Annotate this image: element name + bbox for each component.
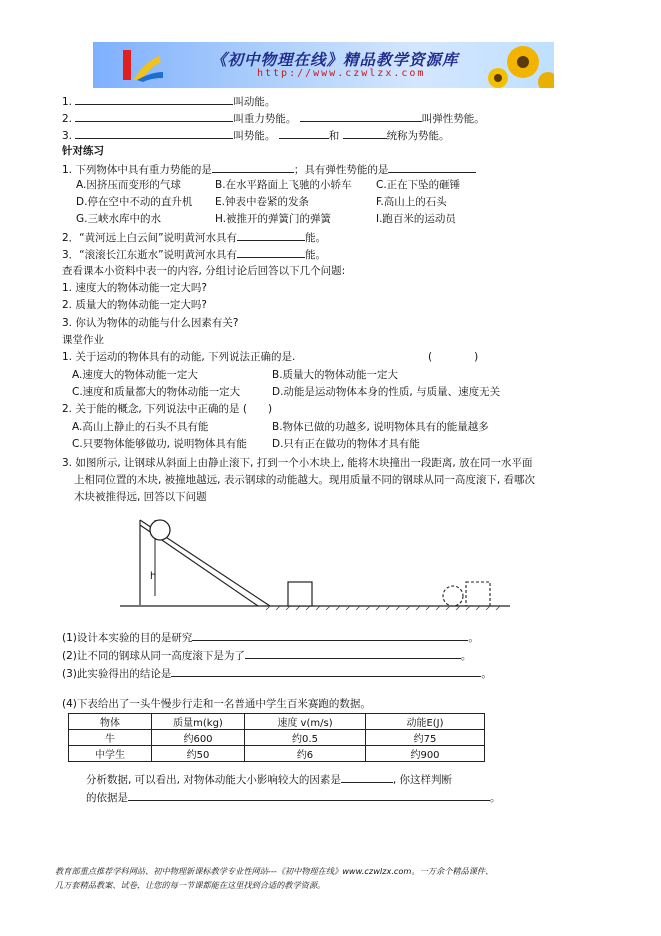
practice-heading: 针对练习 [62,145,104,157]
blank[interactable] [245,647,461,659]
blank[interactable] [279,127,329,139]
discuss-intro: 查看课本小资料中表一的内容, 分组讨论后回答以下几个问题: [62,265,346,277]
steel-ball [150,520,170,540]
table-header: 物体 [69,714,152,730]
option: C.正在下坠的砸锤 [376,179,461,191]
experiment-diagram [120,510,520,610]
discuss-item: 2. 质量大的物体动能一定大吗? [62,299,207,311]
table-cell: 约0.5 [245,730,366,746]
option: H.被推开的弹簧门的弹簧 [215,213,332,225]
block-final-position [466,582,490,606]
option: B.质量大的物体动能一定大 [272,369,399,381]
homework-heading: 课堂作业 [62,334,104,346]
blank[interactable] [237,246,305,258]
table-cell: 约900 [366,746,485,762]
height-label: h [150,571,157,582]
sub-question-2: (2)让不同的钢球从同一高度滚下是为了 。 [62,647,471,663]
option: D.停在空中不动的直升机 [76,196,193,208]
homework-q3-line: 木块被推得远, 回答以下问题 [74,491,207,503]
table-header-row [69,714,485,730]
option: I.跑百米的运动员 [376,213,456,225]
option: B.在水平路面上飞驰的小轿车 [215,179,352,191]
blank[interactable] [343,127,387,139]
blank[interactable] [341,771,393,783]
table-header: 动能E(J) [366,714,485,730]
fill-line-2: 2. 叫重力势能。 叫弹性势能。 [62,110,485,126]
banner-title: 《初中物理在线》精品教学资源库 [211,50,459,69]
analysis-line-1: 分析数据, 可以看出, 对物体动能大小影响较大的因素是 , 你这样判断 [86,771,452,787]
option: E.钟表中卷紧的发条 [215,196,309,208]
wooden-block [288,582,312,606]
blank[interactable] [237,229,305,241]
option: D.只有正在做功的物体才具有能 [272,438,420,450]
option: A.因挤压而变形的气球 [76,179,181,191]
discuss-item: 1. 速度大的物体动能一定大吗? [62,282,207,294]
option: F.高山上的石头 [376,196,447,208]
table-cell: 约50 [152,746,245,762]
option: A.高山上静止的石头不具有能 [72,421,209,433]
ball-final-position [443,586,463,606]
sub-question-1: (1)设计本实验的目的是研究 。 [62,629,479,645]
blank[interactable] [128,789,490,801]
homework-q3-line: 3. 如图所示, 让钢球从斜面上由静止滚下, 打到一个小木块上, 能将木块撞出一段距离, 放在同一水平面 [62,457,533,469]
table-row [69,730,485,746]
blank[interactable] [75,127,233,139]
option: D.动能是运动物体本身的性质, 与质量、速度无关 [272,386,501,398]
table-header: 速度 v(m/s) [245,714,366,730]
discuss-item: 3. 你认为物体的动能与什么因素有关? [62,317,239,329]
table-cell: 中学生 [69,746,152,762]
practice-q2: 2．“黄河远上白云间”说明黄河水具有 能。 [62,229,326,245]
table-cell: 约6 [245,746,366,762]
table-intro: (4)下表给出了一头牛慢步行走和一名普通中学生百米赛跑的数据。 [62,698,371,710]
table-cell: 约75 [366,730,485,746]
table-header: 质量m(kg) [152,714,245,730]
blank[interactable] [192,629,468,641]
blank[interactable] [300,110,422,122]
table-cell: 牛 [69,730,152,746]
analysis-line-2: 的依据是 。 [86,789,501,805]
table-cell: 约600 [152,730,245,746]
option: C.只要物体能够做功, 说明物体具有能 [72,438,247,450]
homework-q2: 2. 关于能的概念, 下列说法中正确的是 ( ) [62,403,273,415]
homework-q3-line: 上相同位置的木块, 被撞地越远, 表示钢球的动能越大。现用质量不同的钢球从同一高度滚下, 看哪次 [74,474,536,486]
practice-q3: 3．“滚滚长江东逝水”说明黄河水具有 能。 [62,246,326,262]
homework-q1: 1. 关于运动的物体具有的动能, 下列说法正确的是. [62,351,296,363]
blank[interactable] [75,93,233,105]
blank[interactable] [171,665,481,677]
fill-line-1: 1. 叫动能。 [62,93,275,109]
blank[interactable] [388,161,476,173]
table-row [69,746,485,762]
banner-url: http://www.czwlzx.com [257,68,426,79]
sub-question-3: (3)此实验得出的结论是 。 [62,665,492,681]
answer-paren: ( ) [428,351,479,363]
option: A.速度大的物体动能一定大 [72,369,198,381]
option: C.速度和质量都大的物体动能一定大 [72,386,241,398]
blank[interactable] [212,161,294,173]
option: B.物体已做的功越多, 说明物体具有的能量越多 [272,421,489,433]
footer-line-2: 几万套精品教案、试卷，让您的每一节课都能在这里找到合适的教学资源。 [55,880,326,890]
option: G.三峡水库中的水 [76,213,161,225]
fill-line-3: 3. 叫势能。 和 统称为势能。 [62,127,450,143]
header-banner [93,42,554,88]
blank[interactable] [75,110,233,122]
data-table [68,713,485,762]
practice-q1: 1. 下列物体中具有重力势能的是 ；具有弹性势能的是 [62,161,476,177]
footer-line-1: 教育部重点推荐学科网站、初中物理新课标教学专业性网站---《初中物理在线》www.czwlzx.com。一万余个精品课件、 [55,866,494,876]
